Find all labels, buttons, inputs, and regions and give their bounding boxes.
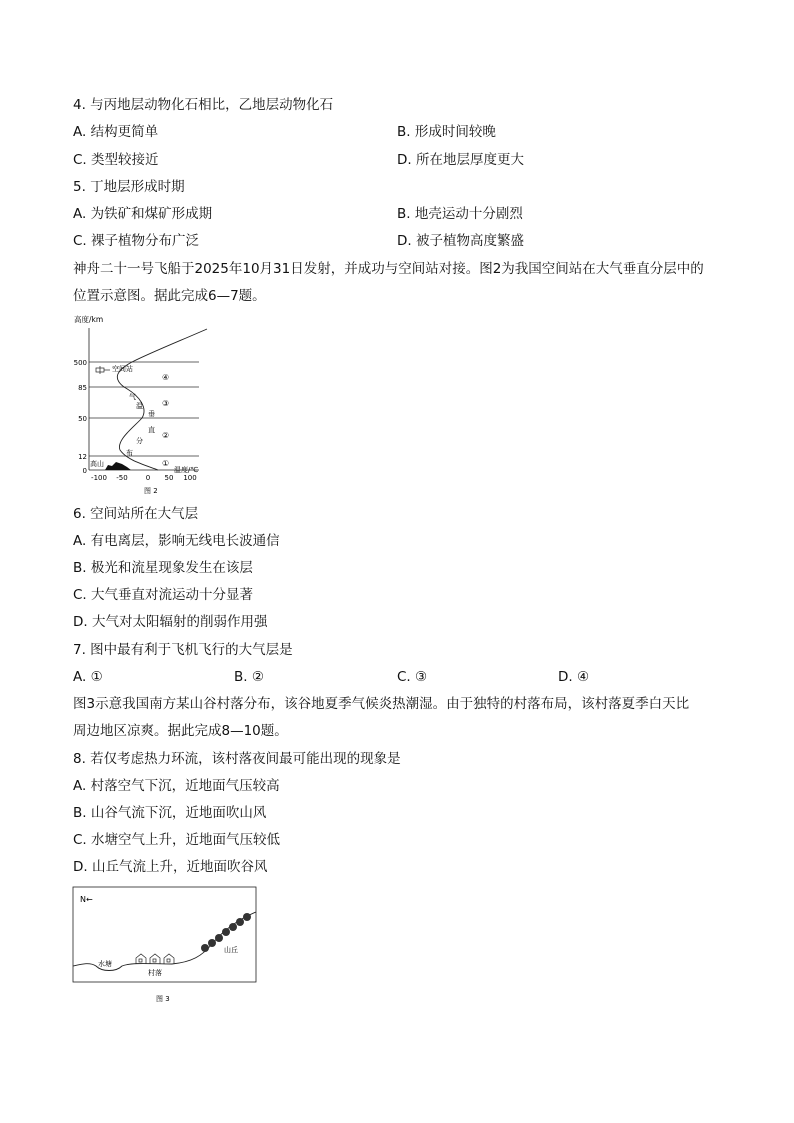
village-houses-icon (136, 954, 174, 964)
fig2-xtick-neg100: -100 (91, 474, 107, 482)
hill-label: 山丘 (224, 946, 238, 954)
curve-label-6: 布 (126, 449, 133, 457)
space-station-label: 空间站 (112, 365, 133, 373)
fig2-x-label: 温度/℃ (174, 466, 199, 474)
figure-2-atmosphere-diagram (72, 312, 212, 498)
layer-1-label: ① (162, 459, 170, 468)
fig2-xtick-0: 0 (145, 474, 151, 482)
mountain-label: 高山 (90, 460, 104, 468)
q4-option-c: C. 类型较接近 (73, 152, 159, 168)
north-arrow: N← (80, 895, 93, 904)
curve-label-1: 气 (129, 393, 136, 401)
q7-option-d: D. ④ (558, 669, 590, 685)
fig2-xtick-50: 50 (164, 474, 174, 482)
q6-stem: 6. 空间站所在大气层 (73, 506, 199, 522)
q4-stem: 4. 与丙地层动物化石相比，乙地层动物化石 (73, 97, 334, 113)
intro1-line2: 位置示意图。据此完成6—7题。 (73, 288, 266, 304)
q5-option-b: B. 地壳运动十分剧烈 (397, 206, 523, 222)
pond-label: 水塘 (98, 960, 112, 968)
fig2-ytick-12: 12 (78, 453, 87, 461)
q8-option-d: D. 山丘气流上升，近地面吹谷风 (73, 859, 268, 875)
layer-2-label: ② (162, 431, 170, 440)
fig2-ytick-85: 85 (78, 384, 87, 392)
q4-option-d: D. 所在地层厚度更大 (397, 152, 524, 168)
village-label: 村落 (148, 969, 162, 977)
q7-stem: 7. 图中最有利于飞机飞行的大气层是 (73, 642, 293, 658)
fig2-ytick-0: 0 (82, 467, 87, 475)
intro2-line1: 图3示意我国南方某山谷村落分布，该谷地夏季气候炎热潮湿。由于独特的村落布局，该村落夏季白天比 (73, 696, 690, 712)
layer-4-label: ④ (162, 373, 170, 382)
q5-option-a: A. 为铁矿和煤矿形成期 (73, 206, 213, 222)
q5-option-c: C. 裸子植物分布广泛 (73, 233, 200, 249)
q8-option-c: C. 水塘空气上升，近地面气压较低 (73, 832, 281, 848)
q5-stem: 5. 丁地层形成时期 (73, 179, 185, 195)
q5-option-d: D. 被子植物高度繁盛 (397, 233, 524, 249)
fig2-y-label: 高度/km (74, 315, 104, 324)
curve-label-4: 直 (148, 426, 155, 434)
fig2-caption: 图 2 (144, 487, 158, 495)
intro1-line1: 神舟二十一号飞船于2025年10月31日发射，并成功与空间站对接。图2为我国空间站在大气垂直分层中的 (73, 261, 704, 277)
q6-option-a: A. 有电离层，影响无线电长波通信 (73, 533, 280, 549)
q6-option-b: B. 极光和流星现象发生在该层 (73, 560, 253, 576)
curve-label-5: 分 (136, 437, 143, 445)
curve-label-2: 温 (136, 402, 143, 410)
fig2-xtick-100: 100 (183, 474, 197, 482)
space-station-icon (96, 366, 110, 374)
q6-option-d: D. 大气对太阳辐射的削弱作用强 (73, 614, 268, 630)
q6-option-c: C. 大气垂直对流运动十分显著 (73, 587, 254, 603)
q7-option-b: B. ② (234, 669, 264, 685)
figure-3-valley-village-diagram (72, 886, 258, 1006)
layer-3-label: ③ (162, 399, 170, 408)
fig2-ytick-50: 50 (78, 415, 87, 423)
intro2-line2: 周边地区凉爽。据此完成8—10题。 (73, 723, 288, 739)
fig3-caption: 图 3 (156, 995, 170, 1003)
mountain-shape (105, 462, 131, 470)
q7-option-c: C. ③ (397, 669, 428, 685)
fig2-ytick-500: 500 (73, 359, 87, 367)
q7-option-a: A. ① (73, 669, 103, 685)
q8-stem: 8. 若仅考虑热力环流，该村落夜间最可能出现的现象是 (73, 751, 401, 767)
q8-option-a: A. 村落空气下沉，近地面气压较高 (73, 778, 280, 794)
q8-option-b: B. 山谷气流下沉，近地面吹山风 (73, 805, 267, 821)
q4-option-a: A. 结构更简单 (73, 124, 159, 140)
curve-label-3: 垂 (148, 410, 155, 418)
fig2-xtick-neg50: -50 (116, 474, 128, 482)
q4-option-b: B. 形成时间较晚 (397, 124, 496, 140)
